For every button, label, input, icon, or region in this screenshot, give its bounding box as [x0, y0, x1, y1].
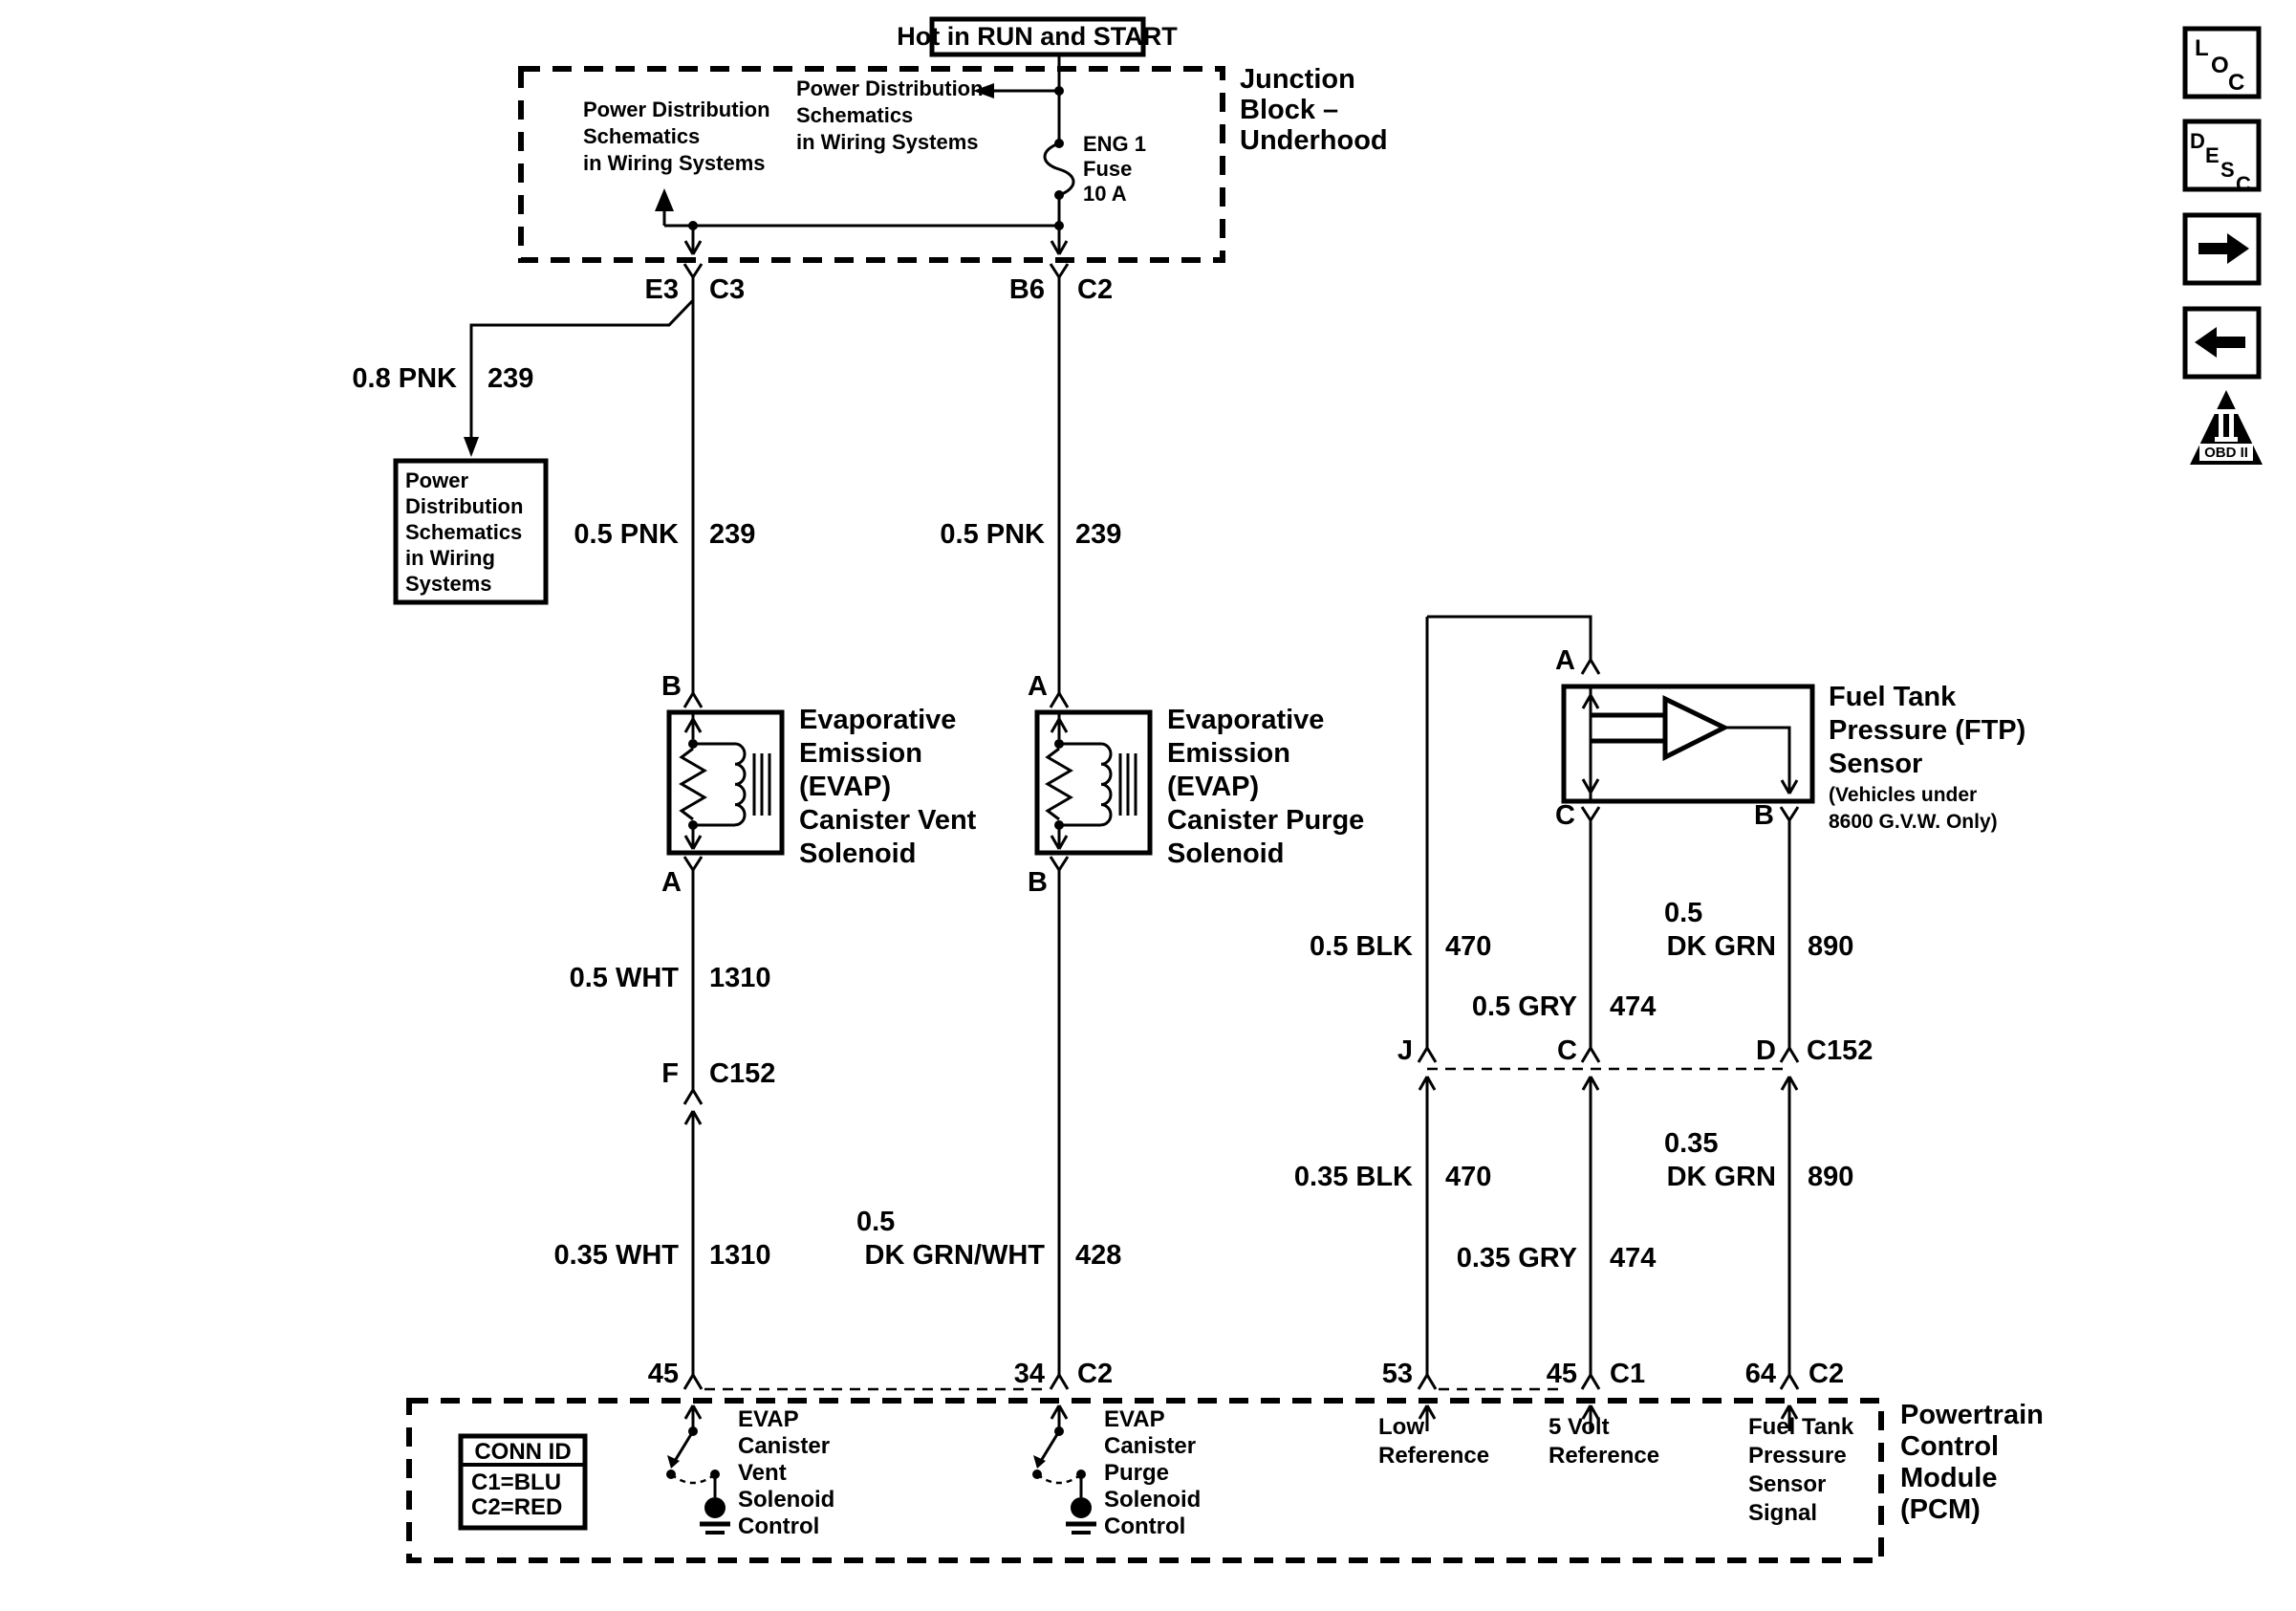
- conn-id-row: C1=BLU: [471, 1469, 562, 1495]
- connector-fork-icon: [1582, 660, 1599, 674]
- desc-letter: E: [2205, 143, 2220, 167]
- vent-solenoid-icon: [669, 712, 782, 853]
- vent-wire-lower-label: 0.35 WHT: [553, 1240, 679, 1271]
- ftp-sensor-label: Sensor: [1829, 749, 1923, 779]
- vent-feed-wire-label: 0.5 PNK: [574, 519, 679, 550]
- pcm-signal-label: Sensor: [1748, 1471, 1827, 1497]
- connector-fork-icon: [684, 857, 702, 870]
- pcm-signal-label: Fuel Tank: [1748, 1414, 1854, 1440]
- pcm-signal-label: Pressure: [1748, 1443, 1847, 1469]
- pcm-vent-fn-label: Canister: [738, 1433, 831, 1459]
- pcm-label: Module: [1900, 1463, 1998, 1493]
- loc-letter: C: [2228, 70, 2245, 96]
- ftp-pin-c-label: C: [1555, 800, 1575, 831]
- connector-fork-icon: [684, 693, 702, 708]
- ftp-pin-b-label: B: [1754, 800, 1774, 831]
- ftp-pin-a-label: A: [1555, 645, 1575, 676]
- conn-id-legend: [461, 1436, 585, 1528]
- junction-block-label: Block –: [1240, 95, 1339, 125]
- purge-feed-wire-label: 0.5 PNK: [940, 519, 1045, 550]
- purge-solenoid-label: Canister Purge: [1167, 805, 1365, 836]
- junction-block: [521, 19, 1388, 277]
- low-ref-circuit-label: 470: [1445, 931, 1492, 962]
- vent-pin-bottom-label: A: [661, 867, 682, 898]
- power-source-box: [897, 19, 1178, 54]
- pcm-pin-34-conn-label: C2: [1077, 1359, 1114, 1389]
- fuse-rating: 10 A: [1083, 182, 1127, 206]
- c152-pin-j-label: J: [1397, 1035, 1413, 1066]
- signal-wire-color-label: DK GRN: [1666, 931, 1776, 962]
- pcm-purge-fn-label: EVAP: [1104, 1406, 1165, 1432]
- ref-top-text: Schematics: [796, 103, 914, 127]
- desc-letter: S: [2220, 158, 2235, 182]
- ref-box-text: Power: [405, 468, 469, 492]
- fuse-eng1-icon: [1045, 139, 1073, 200]
- connector-fork-icon: [1051, 1375, 1068, 1389]
- ref-5v-circuit-label: 474: [1610, 991, 1657, 1022]
- loc-button[interactable]: [2185, 29, 2259, 97]
- ref-arrow-left-icon: [973, 83, 1059, 98]
- pcm-label: Control: [1900, 1431, 2000, 1462]
- block-exit-right-icon: [1051, 226, 1068, 277]
- conn-c2-label: C2: [1077, 274, 1114, 305]
- c152-left-label: C152: [709, 1058, 776, 1089]
- ref-box-text: Distribution: [405, 494, 524, 518]
- desc-letter: D: [2190, 129, 2205, 153]
- pcm-signal-label: Signal: [1748, 1500, 1818, 1526]
- pcm-5v-ref-label: Reference: [1549, 1443, 1660, 1469]
- ref-5v-wire-lower-label: 0.35 GRY: [1456, 1243, 1577, 1274]
- conn-id-row: C2=RED: [471, 1494, 563, 1520]
- pcm-5v-ref-label: 5 Volt: [1549, 1414, 1610, 1440]
- pcm-pin-45-label: 45: [647, 1359, 679, 1389]
- purge-wire-gauge-label: 0.5: [856, 1207, 896, 1237]
- branch-arrow-icon: [464, 437, 479, 457]
- ref-box-text: Systems: [405, 572, 492, 596]
- conn-c3-label: C3: [709, 274, 746, 305]
- ftp-sensor-circuit: [1294, 617, 2025, 1389]
- branch-wire-label: 0.8 PNK: [352, 363, 457, 394]
- vent-wire-upper-label: 0.5 WHT: [569, 963, 679, 993]
- ref-box-text: Schematics: [405, 520, 523, 544]
- pcm-purge-fn-label: Purge: [1104, 1460, 1170, 1486]
- low-ref-wire-lower-label: 0.35 BLK: [1293, 1162, 1413, 1192]
- c152-pin-d-label: D: [1756, 1035, 1776, 1066]
- desc-letter: C: [2236, 172, 2251, 196]
- purge-solenoid-label: (EVAP): [1167, 772, 1260, 802]
- ref-left-text: Schematics: [583, 124, 701, 148]
- pcm-vent-fn-label: Solenoid: [738, 1487, 835, 1513]
- signal-wire-lower-gauge-label: 0.35: [1664, 1128, 1719, 1159]
- low-ref-circuit-lower-label: 470: [1445, 1162, 1492, 1192]
- vent-solenoid-label: Solenoid: [799, 838, 917, 869]
- pcm-pin-53-label: 53: [1381, 1359, 1413, 1389]
- loc-letter: O: [2211, 53, 2229, 78]
- pcm-label: Powertrain: [1900, 1400, 2044, 1430]
- ref-left-text: in Wiring Systems: [583, 151, 766, 175]
- branch-circuit-label: 239: [487, 363, 534, 394]
- ref-box-text: in Wiring: [405, 546, 495, 570]
- c152-right-label: C152: [1807, 1035, 1874, 1066]
- arrow-left-icon: [2195, 327, 2245, 358]
- connector-fork-icon: [1051, 693, 1068, 708]
- pcm-vent-fn-label: EVAP: [738, 1406, 799, 1432]
- purge-solenoid-label: Emission: [1167, 738, 1290, 769]
- purge-driver-switch-icon: [1032, 1426, 1096, 1533]
- pcm-pin-45b-label: 45: [1546, 1359, 1577, 1389]
- vent-feed-circuit-label: 239: [709, 519, 756, 550]
- pcm-low-ref-label: Reference: [1378, 1443, 1490, 1469]
- pcm-pin-34-label: 34: [1013, 1359, 1045, 1389]
- branch-power-distribution: [352, 300, 693, 602]
- pcm-purge-fn-label: Solenoid: [1104, 1487, 1202, 1513]
- vent-pin-top-label: B: [661, 671, 682, 702]
- purge-solenoid-label: Evaporative: [1167, 705, 1325, 735]
- ftp-sensor-note: 8600 G.V.W. Only): [1829, 811, 1998, 833]
- ftp-sensor-label: Fuel Tank: [1829, 682, 1957, 712]
- pcm-purge-fn-label: Control: [1104, 1513, 1186, 1539]
- loc-letter: L: [2195, 35, 2209, 61]
- junction-block-label: Underhood: [1240, 125, 1388, 156]
- pcm-low-ref-label: Low: [1378, 1414, 1424, 1440]
- pcm-purge-fn-label: Canister: [1104, 1433, 1197, 1459]
- pcm-pin-45b-conn-label: C1: [1610, 1359, 1646, 1389]
- ftp-sensor-note: (Vehicles under: [1829, 784, 1978, 806]
- signal-wire-lower-color-label: DK GRN: [1666, 1162, 1776, 1192]
- ftp-sensor-icon: [1564, 686, 1812, 801]
- arrow-right-icon: [2199, 233, 2249, 264]
- connector-fork-icon: [684, 1375, 702, 1389]
- pcm-vent-fn-label: Vent: [738, 1460, 787, 1486]
- pcm-label: (PCM): [1900, 1494, 1981, 1525]
- block-exit-left-icon: [684, 226, 702, 277]
- ref-top-text: Power Distribution: [796, 76, 984, 100]
- vent-circuit-lower-label: 1310: [709, 1240, 771, 1271]
- desc-button[interactable]: [2185, 121, 2259, 196]
- pcm-vent-fn-label: Control: [738, 1513, 820, 1539]
- vent-solenoid-label: Evaporative: [799, 705, 957, 735]
- c152-right-connector-icon: [1419, 1048, 1798, 1090]
- power-source-label: Hot in RUN and START: [897, 22, 1178, 51]
- obd-ii-badge: [2190, 390, 2263, 465]
- fuse-type: Fuse: [1083, 157, 1133, 181]
- vent-solenoid-label: Canister Vent: [799, 805, 977, 836]
- purge-solenoid-label: Solenoid: [1167, 838, 1285, 869]
- signal-circuit-label: 890: [1808, 931, 1854, 962]
- purge-circuit-label: 428: [1075, 1240, 1122, 1271]
- connector-fork-icon: [1419, 1375, 1798, 1389]
- next-button[interactable]: [2185, 215, 2259, 283]
- vent-driver-switch-icon: [666, 1426, 730, 1533]
- obd-label: OBD II: [2204, 445, 2248, 461]
- purge-feed-circuit-label: 239: [1075, 519, 1122, 550]
- signal-circuit-lower-label: 890: [1808, 1162, 1854, 1192]
- pcm-module: [409, 1400, 2044, 1560]
- amplifier-icon: [1665, 699, 1724, 757]
- low-ref-wire-label: 0.5 BLK: [1310, 931, 1413, 962]
- c152-left-pin-label: F: [661, 1058, 679, 1089]
- purge-pin-bottom-label: B: [1028, 867, 1048, 898]
- pin-e3-label: E3: [644, 274, 679, 305]
- junction-block-label: Junction: [1240, 64, 1355, 95]
- c152-pin-c-label: C: [1557, 1035, 1577, 1066]
- back-button[interactable]: [2185, 309, 2259, 377]
- vent-solenoid-circuit: [553, 277, 976, 1389]
- pin-b6-label: B6: [1008, 274, 1045, 305]
- vent-solenoid-label: (EVAP): [799, 772, 892, 802]
- ref-left-text: Power Distribution: [583, 98, 770, 121]
- pcm-pin-64-label: 64: [1744, 1359, 1776, 1389]
- purge-pin-top-label: A: [1028, 671, 1048, 702]
- ref-5v-circuit-lower-label: 474: [1610, 1243, 1657, 1274]
- nav-toolbar: [2185, 29, 2263, 465]
- pcm-pin-64-conn-label: C2: [1809, 1359, 1845, 1389]
- fuse-name: ENG 1: [1083, 132, 1147, 156]
- ftp-sensor-label: Pressure (FTP): [1829, 715, 2026, 746]
- ref-arrow-up-icon: [655, 188, 674, 226]
- vent-circuit-upper-label: 1310: [709, 963, 771, 993]
- vent-solenoid-label: Emission: [799, 738, 922, 769]
- purge-wire-color-label: DK GRN/WHT: [864, 1240, 1045, 1271]
- connector-fork-icon: [1051, 857, 1068, 870]
- ref-5v-wire-label: 0.5 GRY: [1471, 991, 1577, 1022]
- ref-top-text: in Wiring Systems: [796, 130, 979, 154]
- pcm-pin-entry-icon: [685, 1405, 1797, 1431]
- conn-id-title: CONN ID: [474, 1439, 572, 1465]
- signal-wire-gauge-label: 0.5: [1664, 898, 1703, 928]
- purge-solenoid-icon: [1037, 712, 1150, 853]
